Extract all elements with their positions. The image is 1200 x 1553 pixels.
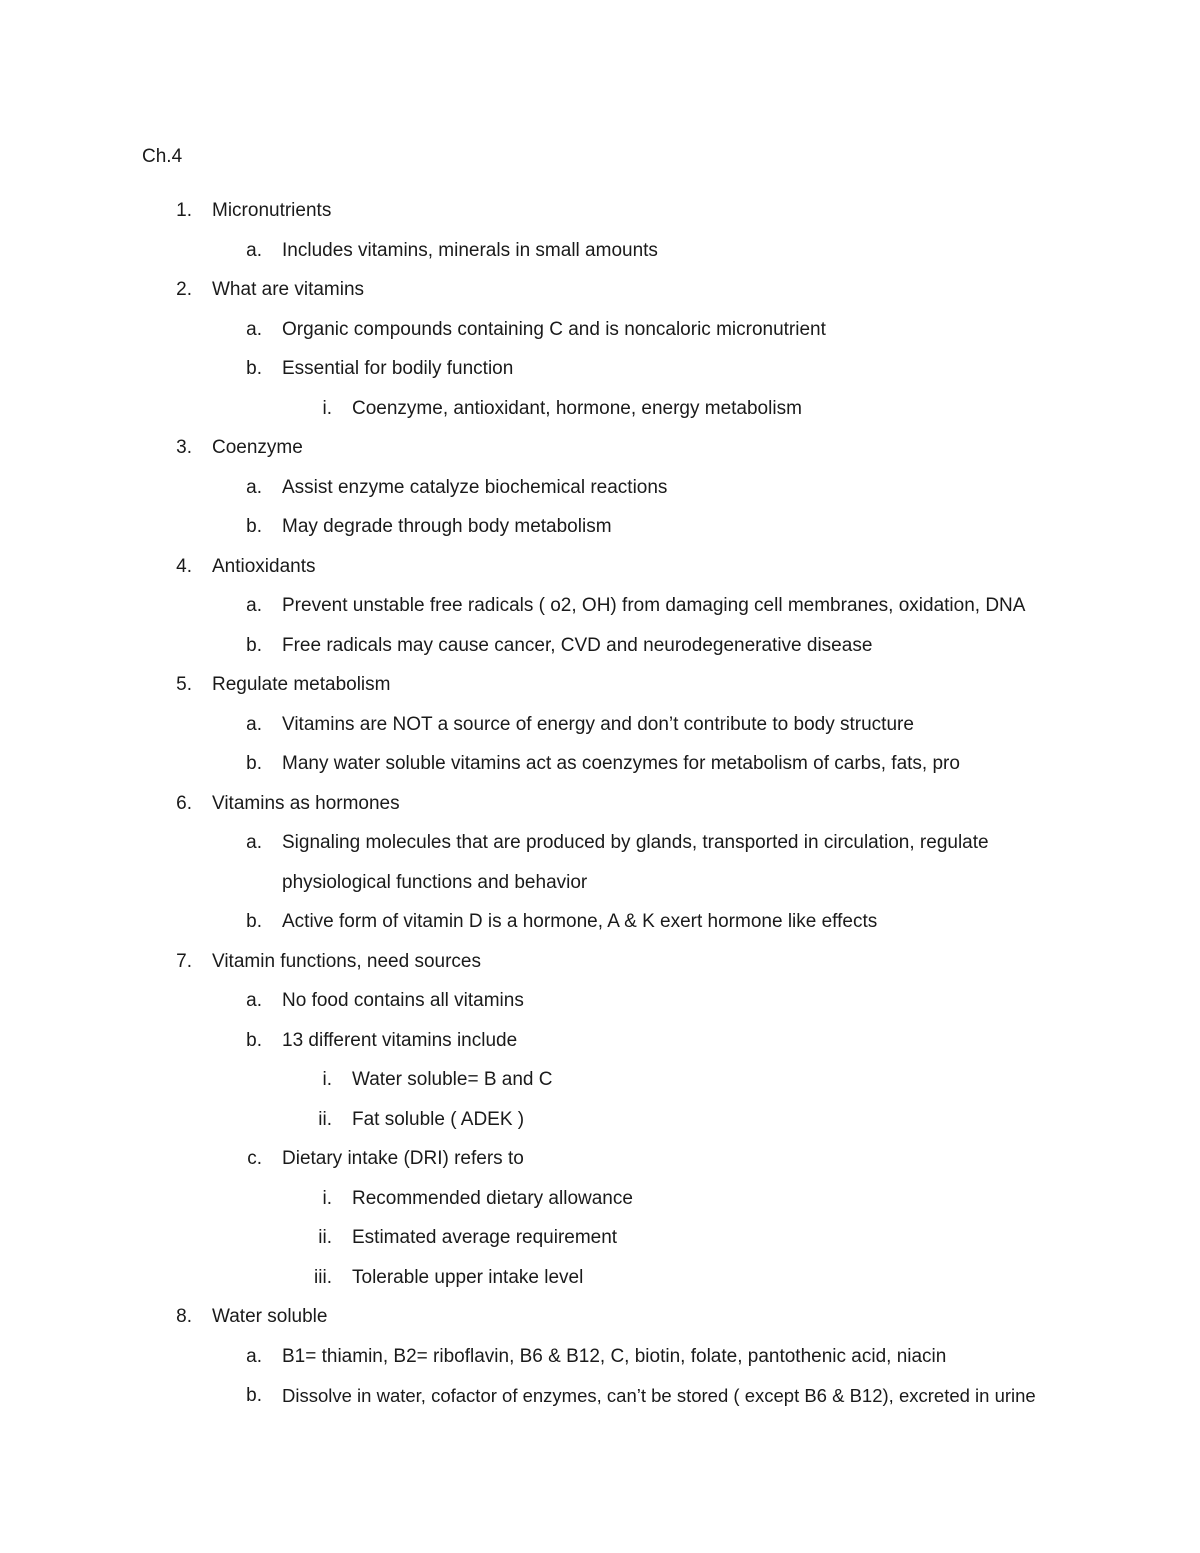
list-marker: b. [246,358,262,379]
list-marker: a. [246,319,262,340]
list-marker: i. [322,1069,332,1090]
list-marker: ii. [318,1227,332,1248]
list-item-text: Fat soluble ( ADEK ) [352,1109,525,1130]
list-marker: a. [246,990,262,1011]
list-marker: ii. [318,1109,332,1130]
list-item-text: Tolerable upper intake level [352,1267,584,1288]
list-marker: b. [246,1385,262,1406]
list-item-text: 13 different vitamins include [282,1030,518,1051]
list-item-text: Organic compounds containing C and is noncaloric micronutrient [282,319,826,340]
list-marker: c. [247,1148,262,1169]
list-marker: 1. [176,200,192,221]
list-marker: a. [246,477,262,498]
list-marker: a. [246,595,262,616]
list-marker: 2. [176,279,192,300]
document-heading: Ch.4 [142,146,183,167]
list-marker: 3. [176,437,192,458]
list-marker: b. [246,516,262,537]
list-item-text: Vitamins as hormones [212,793,400,814]
list-item-text: Water soluble= B and C [352,1069,553,1090]
list-item-text: B1= thiamin, B2= riboflavin, B6 & B12, C, biotin, folate, pantothenic acid, niacin [282,1346,947,1367]
list-item-text: Many water soluble vitamins act as coenzymes for metabolism of carbs, fats, pro [282,753,960,774]
list-marker: b. [246,753,262,774]
list-item-text: Estimated average requirement [352,1227,618,1248]
list-item-text: No food contains all vitamins [282,990,524,1011]
list-item-text: Assist enzyme catalyze biochemical reactions [282,477,668,498]
list-item-text: May degrade through body metabolism [282,516,612,537]
list-item-text: Active form of vitamin D is a hormone, A & K exert hormone like effects [282,911,878,932]
list-marker: 7. [176,951,192,972]
list-item-text: Dietary intake (DRI) refers to [282,1148,524,1169]
list-item-text: Vitamins are NOT a source of energy and don’t contribute to body structure [282,714,914,735]
list-marker: a. [246,714,262,735]
list-marker: a. [246,832,262,853]
list-item-text: Vitamin functions, need sources [212,951,481,972]
list-item-text: Regulate metabolism [212,674,391,695]
list-marker: i. [322,398,332,419]
list-marker: 6. [176,793,192,814]
list-item-text: Water soluble [212,1306,328,1327]
list-item-continuation: physiological functions and behavior [282,872,588,893]
list-item-text: Recommended dietary allowance [352,1188,633,1209]
list-marker: b. [246,1030,262,1051]
list-item-text: Coenzyme, antioxidant, hormone, energy metabolism [352,398,802,419]
list-item-text: Free radicals may cause cancer, CVD and neurodegenerative disease [282,635,873,656]
list-item-text: Antioxidants [212,556,316,577]
list-item-text: Signaling molecules that are produced by glands, transported in circulation, regulate [282,832,989,853]
list-marker: 4. [176,556,192,577]
list-marker: i. [322,1188,332,1209]
list-item-text: Essential for bodily function [282,358,514,379]
list-item-text: Dissolve in water, cofactor of enzymes, can’t be stored ( except B6 & B12), excreted in urine [282,1385,1036,1406]
list-marker: b. [246,635,262,656]
list-item-text: Micronutrients [212,200,332,221]
list-marker: 5. [176,674,192,695]
list-marker: iii. [314,1267,332,1288]
list-item-text: Coenzyme [212,437,303,458]
list-marker: a. [246,240,262,261]
list-item-text: Includes vitamins, minerals in small amounts [282,240,658,261]
list-item-text: Prevent unstable free radicals ( o2, OH) from damaging cell membranes, oxidation, DNA [282,595,1026,616]
list-marker: a. [246,1346,262,1367]
list-marker: 8. [176,1306,192,1327]
list-marker: b. [246,911,262,932]
list-item-text: What are vitamins [212,279,365,300]
